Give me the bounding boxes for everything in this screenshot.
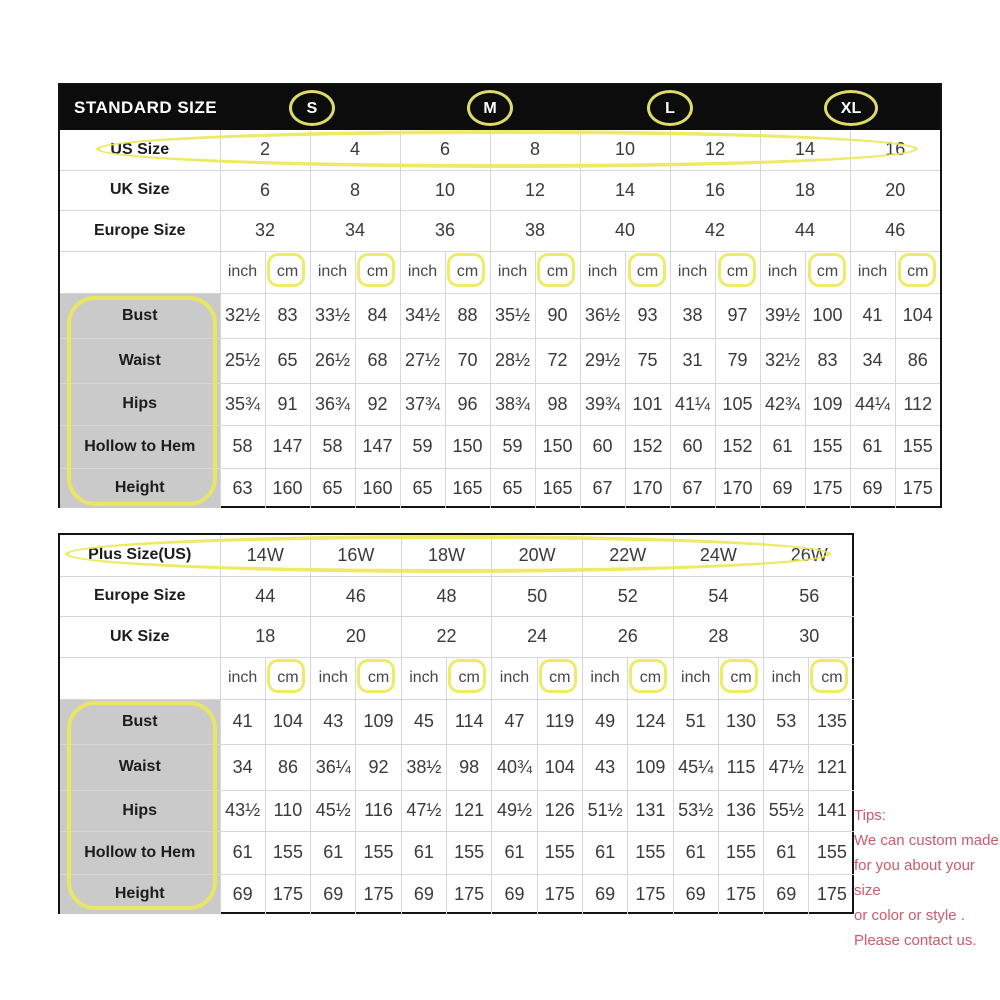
measure-value-cell: 61 bbox=[764, 831, 809, 874]
size-value-cell: 52 bbox=[582, 576, 673, 616]
unit-inch-cell: inch bbox=[220, 657, 265, 699]
measurement-row-label: Height bbox=[60, 874, 220, 914]
unit-cm-cell: cm bbox=[895, 251, 940, 293]
measure-value-cell: 150 bbox=[445, 425, 490, 468]
measure-value-cell: 36¼ bbox=[311, 744, 356, 790]
measure-value-cell: 43 bbox=[582, 744, 627, 790]
measure-value-cell: 55½ bbox=[764, 790, 809, 831]
size-value-cell: 12 bbox=[490, 170, 580, 210]
measure-value-cell: 59 bbox=[400, 425, 445, 468]
size-value-cell: 20 bbox=[850, 170, 940, 210]
size-value-cell: 28 bbox=[673, 616, 764, 657]
size-value-cell: 14 bbox=[760, 130, 850, 170]
measure-value-cell: 105 bbox=[715, 383, 760, 425]
measure-value-cell: 45½ bbox=[311, 790, 356, 831]
unit-inch-cell: inch bbox=[311, 657, 356, 699]
measure-value-cell: 116 bbox=[356, 790, 401, 831]
measurement-row-label: Hollow to Hem bbox=[60, 831, 220, 874]
row-label: US Size bbox=[60, 130, 220, 170]
unit-cm-cell: cm bbox=[265, 251, 310, 293]
row-label: Plus Size(US) bbox=[60, 535, 220, 576]
measure-value-cell: 39½ bbox=[760, 293, 805, 338]
measure-value-cell: 39¾ bbox=[580, 383, 625, 425]
measure-value-cell: 38¾ bbox=[490, 383, 535, 425]
unit-inch-cell: inch bbox=[850, 251, 895, 293]
size-value-cell: 18 bbox=[760, 170, 850, 210]
size-value-cell: 32 bbox=[220, 210, 310, 251]
measure-value-cell: 61 bbox=[220, 831, 265, 874]
measure-value-cell: 121 bbox=[809, 744, 854, 790]
measure-value-cell: 41 bbox=[850, 293, 895, 338]
measure-value-cell: 135 bbox=[809, 699, 854, 744]
tips-line: We can custom made bbox=[854, 832, 999, 849]
measure-value-cell: 59 bbox=[490, 425, 535, 468]
measure-value-cell: 175 bbox=[895, 468, 940, 508]
measure-value-cell: 47½ bbox=[401, 790, 446, 831]
measure-value-cell: 69 bbox=[220, 874, 265, 914]
size-value-cell: 10 bbox=[400, 170, 490, 210]
unit-inch-cell: inch bbox=[673, 657, 718, 699]
measure-value-cell: 98 bbox=[447, 744, 492, 790]
unit-inch-cell: inch bbox=[582, 657, 627, 699]
measure-value-cell: 35¾ bbox=[220, 383, 265, 425]
measure-value-cell: 96 bbox=[445, 383, 490, 425]
unit-cm-cell: cm bbox=[805, 251, 850, 293]
measure-value-cell: 126 bbox=[537, 790, 582, 831]
measure-value-cell: 49 bbox=[582, 699, 627, 744]
measure-value-cell: 26½ bbox=[310, 338, 355, 383]
measure-value-cell: 109 bbox=[805, 383, 850, 425]
measurement-row-label: Hips bbox=[60, 790, 220, 831]
size-group-l-badge: L bbox=[647, 90, 693, 126]
size-value-cell: 46 bbox=[311, 576, 402, 616]
measure-value-cell: 67 bbox=[670, 468, 715, 508]
measure-value-cell: 160 bbox=[355, 468, 400, 508]
size-value-cell: 6 bbox=[220, 170, 310, 210]
measure-value-cell: 124 bbox=[628, 699, 673, 744]
size-group-s-badge: S bbox=[289, 90, 335, 126]
unit-cm-cell: cm bbox=[535, 251, 580, 293]
unit-inch-cell: inch bbox=[310, 251, 355, 293]
measure-value-cell: 93 bbox=[625, 293, 670, 338]
measure-value-cell: 41¼ bbox=[670, 383, 715, 425]
measure-value-cell: 72 bbox=[535, 338, 580, 383]
unit-cm-cell: cm bbox=[628, 657, 673, 699]
measure-value-cell: 92 bbox=[356, 744, 401, 790]
measure-value-cell: 98 bbox=[535, 383, 580, 425]
measure-value-cell: 100 bbox=[805, 293, 850, 338]
measure-value-cell: 43½ bbox=[220, 790, 265, 831]
measure-value-cell: 61 bbox=[850, 425, 895, 468]
measure-value-cell: 121 bbox=[447, 790, 492, 831]
size-value-cell: 20 bbox=[311, 616, 402, 657]
measure-value-cell: 90 bbox=[535, 293, 580, 338]
measure-value-cell: 35½ bbox=[490, 293, 535, 338]
size-value-cell: 44 bbox=[220, 576, 311, 616]
measure-value-cell: 136 bbox=[718, 790, 763, 831]
measure-value-cell: 155 bbox=[895, 425, 940, 468]
measure-value-cell: 32½ bbox=[760, 338, 805, 383]
size-value-cell: 56 bbox=[764, 576, 855, 616]
measurement-row-label: Hollow to Hem bbox=[60, 425, 220, 468]
size-value-cell: 22 bbox=[401, 616, 492, 657]
measure-value-cell: 67 bbox=[580, 468, 625, 508]
measure-value-cell: 61 bbox=[673, 831, 718, 874]
size-value-cell: 14W bbox=[220, 535, 311, 576]
size-value-cell: 54 bbox=[673, 576, 764, 616]
measure-value-cell: 29½ bbox=[580, 338, 625, 383]
measure-value-cell: 155 bbox=[537, 831, 582, 874]
measure-value-cell: 69 bbox=[673, 874, 718, 914]
measure-value-cell: 165 bbox=[445, 468, 490, 508]
measure-value-cell: 75 bbox=[625, 338, 670, 383]
unit-inch-cell: inch bbox=[760, 251, 805, 293]
measure-value-cell: 69 bbox=[492, 874, 537, 914]
measure-value-cell: 175 bbox=[356, 874, 401, 914]
measure-value-cell: 155 bbox=[265, 831, 310, 874]
measure-value-cell: 41 bbox=[220, 699, 265, 744]
measure-value-cell: 65 bbox=[265, 338, 310, 383]
measure-value-cell: 31 bbox=[670, 338, 715, 383]
size-value-cell: 16W bbox=[311, 535, 402, 576]
size-value-cell: 16 bbox=[670, 170, 760, 210]
measure-value-cell: 63 bbox=[220, 468, 265, 508]
measure-value-cell: 91 bbox=[265, 383, 310, 425]
measure-value-cell: 60 bbox=[670, 425, 715, 468]
tips-line: or color or style . bbox=[854, 907, 965, 924]
measure-value-cell: 60 bbox=[580, 425, 625, 468]
unit-cm-cell: cm bbox=[809, 657, 854, 699]
unit-cm-cell: cm bbox=[715, 251, 760, 293]
measure-value-cell: 69 bbox=[401, 874, 446, 914]
unit-inch-cell: inch bbox=[492, 657, 537, 699]
measure-value-cell: 155 bbox=[628, 831, 673, 874]
measure-value-cell: 51½ bbox=[582, 790, 627, 831]
measure-value-cell: 69 bbox=[760, 468, 805, 508]
measure-value-cell: 130 bbox=[718, 699, 763, 744]
measure-value-cell: 65 bbox=[490, 468, 535, 508]
measure-value-cell: 115 bbox=[718, 744, 763, 790]
measure-value-cell: 155 bbox=[809, 831, 854, 874]
measure-value-cell: 43 bbox=[311, 699, 356, 744]
size-value-cell: 16 bbox=[850, 130, 940, 170]
measure-value-cell: 69 bbox=[582, 874, 627, 914]
row-label: Europe Size bbox=[60, 576, 220, 616]
standard-size-grid bbox=[60, 130, 940, 508]
measure-value-cell: 83 bbox=[265, 293, 310, 338]
measure-value-cell: 175 bbox=[809, 874, 854, 914]
measure-value-cell: 141 bbox=[809, 790, 854, 831]
measure-value-cell: 68 bbox=[355, 338, 400, 383]
measure-value-cell: 92 bbox=[355, 383, 400, 425]
size-value-cell: 42 bbox=[670, 210, 760, 251]
tips-line: for you about your size bbox=[854, 857, 975, 899]
size-value-cell: 6 bbox=[400, 130, 490, 170]
unit-inch-cell: inch bbox=[670, 251, 715, 293]
row-label: Europe Size bbox=[60, 210, 220, 251]
size-group-xl-badge: XL bbox=[824, 90, 878, 126]
unit-cm-cell: cm bbox=[265, 657, 310, 699]
measure-value-cell: 34 bbox=[220, 744, 265, 790]
measure-value-cell: 25½ bbox=[220, 338, 265, 383]
measurement-row-label: Bust bbox=[60, 699, 220, 744]
measure-value-cell: 69 bbox=[850, 468, 895, 508]
size-value-cell: 24W bbox=[673, 535, 764, 576]
size-value-cell: 48 bbox=[401, 576, 492, 616]
measure-value-cell: 40¾ bbox=[492, 744, 537, 790]
measure-value-cell: 104 bbox=[537, 744, 582, 790]
size-value-cell: 4 bbox=[310, 130, 400, 170]
measure-value-cell: 32½ bbox=[220, 293, 265, 338]
measure-value-cell: 155 bbox=[356, 831, 401, 874]
measure-value-cell: 152 bbox=[625, 425, 670, 468]
measure-value-cell: 47 bbox=[492, 699, 537, 744]
unit-cm-cell: cm bbox=[537, 657, 582, 699]
unit-cm-cell: cm bbox=[718, 657, 763, 699]
measure-value-cell: 61 bbox=[760, 425, 805, 468]
unit-inch-cell: inch bbox=[401, 657, 446, 699]
size-value-cell: 2 bbox=[220, 130, 310, 170]
measure-value-cell: 104 bbox=[265, 699, 310, 744]
measure-value-cell: 86 bbox=[895, 338, 940, 383]
measure-value-cell: 175 bbox=[537, 874, 582, 914]
custom-made-tips bbox=[854, 803, 1000, 953]
unit-cm-cell: cm bbox=[355, 251, 400, 293]
size-value-cell: 12 bbox=[670, 130, 760, 170]
size-value-cell: 44 bbox=[760, 210, 850, 251]
measure-value-cell: 69 bbox=[311, 874, 356, 914]
standard-size-title: STANDARD SIZE bbox=[74, 97, 218, 117]
measure-value-cell: 147 bbox=[265, 425, 310, 468]
tips-title: Tips: bbox=[854, 807, 886, 824]
measure-value-cell: 37¾ bbox=[400, 383, 445, 425]
measure-value-cell: 45 bbox=[401, 699, 446, 744]
measure-value-cell: 112 bbox=[895, 383, 940, 425]
measure-value-cell: 152 bbox=[715, 425, 760, 468]
measure-value-cell: 170 bbox=[715, 468, 760, 508]
size-value-cell: 46 bbox=[850, 210, 940, 251]
measure-value-cell: 86 bbox=[265, 744, 310, 790]
measure-value-cell: 114 bbox=[447, 699, 492, 744]
measure-value-cell: 42¾ bbox=[760, 383, 805, 425]
standard-size-table bbox=[58, 83, 942, 508]
unit-cm-cell: cm bbox=[356, 657, 401, 699]
measure-value-cell: 155 bbox=[805, 425, 850, 468]
measurement-row-label: Waist bbox=[60, 744, 220, 790]
unit-inch-cell: inch bbox=[490, 251, 535, 293]
measure-value-cell: 175 bbox=[718, 874, 763, 914]
measure-value-cell: 79 bbox=[715, 338, 760, 383]
size-value-cell: 18W bbox=[401, 535, 492, 576]
measure-value-cell: 175 bbox=[447, 874, 492, 914]
measurement-row-label: Waist bbox=[60, 338, 220, 383]
size-value-cell: 8 bbox=[490, 130, 580, 170]
measure-value-cell: 175 bbox=[265, 874, 310, 914]
measure-value-cell: 53½ bbox=[673, 790, 718, 831]
unit-inch-cell: inch bbox=[400, 251, 445, 293]
measure-value-cell: 65 bbox=[400, 468, 445, 508]
measure-value-cell: 28½ bbox=[490, 338, 535, 383]
measure-value-cell: 84 bbox=[355, 293, 400, 338]
unit-cm-cell: cm bbox=[447, 657, 492, 699]
measure-value-cell: 45¼ bbox=[673, 744, 718, 790]
measurement-row-label: Height bbox=[60, 468, 220, 508]
measure-value-cell: 83 bbox=[805, 338, 850, 383]
measure-value-cell: 150 bbox=[535, 425, 580, 468]
measure-value-cell: 65 bbox=[310, 468, 355, 508]
size-value-cell: 20W bbox=[492, 535, 583, 576]
measure-value-cell: 34 bbox=[850, 338, 895, 383]
size-value-cell: 10 bbox=[580, 130, 670, 170]
measure-value-cell: 61 bbox=[311, 831, 356, 874]
unit-inch-cell: inch bbox=[580, 251, 625, 293]
measure-value-cell: 104 bbox=[895, 293, 940, 338]
standard-size-header-bar bbox=[60, 85, 940, 130]
measure-value-cell: 27½ bbox=[400, 338, 445, 383]
size-value-cell: 30 bbox=[764, 616, 855, 657]
measure-value-cell: 147 bbox=[355, 425, 400, 468]
size-value-cell: 26 bbox=[582, 616, 673, 657]
measure-value-cell: 44¼ bbox=[850, 383, 895, 425]
unit-cm-cell: cm bbox=[625, 251, 670, 293]
measurement-row-label: Bust bbox=[60, 293, 220, 338]
measure-value-cell: 58 bbox=[310, 425, 355, 468]
row-label: UK Size bbox=[60, 170, 220, 210]
measure-value-cell: 175 bbox=[805, 468, 850, 508]
unit-cm-cell: cm bbox=[445, 251, 490, 293]
measure-value-cell: 34½ bbox=[400, 293, 445, 338]
plus-size-table bbox=[58, 533, 854, 914]
size-value-cell: 22W bbox=[582, 535, 673, 576]
size-value-cell: 8 bbox=[310, 170, 400, 210]
measure-value-cell: 109 bbox=[356, 699, 401, 744]
measure-value-cell: 38 bbox=[670, 293, 715, 338]
measure-value-cell: 155 bbox=[718, 831, 763, 874]
unit-inch-cell: inch bbox=[764, 657, 809, 699]
unit-row-label bbox=[60, 657, 220, 699]
size-value-cell: 36 bbox=[400, 210, 490, 251]
measure-value-cell: 165 bbox=[535, 468, 580, 508]
measure-value-cell: 131 bbox=[628, 790, 673, 831]
tips-line: Please contact us. bbox=[854, 932, 977, 949]
size-value-cell: 26W bbox=[764, 535, 855, 576]
size-value-cell: 14 bbox=[580, 170, 670, 210]
plus-size-grid bbox=[60, 535, 854, 914]
measure-value-cell: 51 bbox=[673, 699, 718, 744]
unit-inch-cell: inch bbox=[220, 251, 265, 293]
measure-value-cell: 53 bbox=[764, 699, 809, 744]
measure-value-cell: 58 bbox=[220, 425, 265, 468]
measure-value-cell: 160 bbox=[265, 468, 310, 508]
measure-value-cell: 109 bbox=[628, 744, 673, 790]
measure-value-cell: 38½ bbox=[401, 744, 446, 790]
measure-value-cell: 36¾ bbox=[310, 383, 355, 425]
measure-value-cell: 175 bbox=[628, 874, 673, 914]
measurement-row-label: Hips bbox=[60, 383, 220, 425]
unit-row-label bbox=[60, 251, 220, 293]
size-group-m-badge: M bbox=[467, 90, 513, 126]
size-value-cell: 40 bbox=[580, 210, 670, 251]
measure-value-cell: 70 bbox=[445, 338, 490, 383]
measure-value-cell: 101 bbox=[625, 383, 670, 425]
measure-value-cell: 155 bbox=[447, 831, 492, 874]
size-value-cell: 50 bbox=[492, 576, 583, 616]
measure-value-cell: 61 bbox=[582, 831, 627, 874]
measure-value-cell: 119 bbox=[537, 699, 582, 744]
measure-value-cell: 49½ bbox=[492, 790, 537, 831]
measure-value-cell: 110 bbox=[265, 790, 310, 831]
size-value-cell: 18 bbox=[220, 616, 311, 657]
row-label: UK Size bbox=[60, 616, 220, 657]
measure-value-cell: 47½ bbox=[764, 744, 809, 790]
measure-value-cell: 170 bbox=[625, 468, 670, 508]
measure-value-cell: 69 bbox=[764, 874, 809, 914]
measure-value-cell: 61 bbox=[401, 831, 446, 874]
size-value-cell: 34 bbox=[310, 210, 400, 251]
measure-value-cell: 36½ bbox=[580, 293, 625, 338]
measure-value-cell: 88 bbox=[445, 293, 490, 338]
measure-value-cell: 97 bbox=[715, 293, 760, 338]
size-value-cell: 24 bbox=[492, 616, 583, 657]
size-value-cell: 38 bbox=[490, 210, 580, 251]
measure-value-cell: 33½ bbox=[310, 293, 355, 338]
measure-value-cell: 61 bbox=[492, 831, 537, 874]
